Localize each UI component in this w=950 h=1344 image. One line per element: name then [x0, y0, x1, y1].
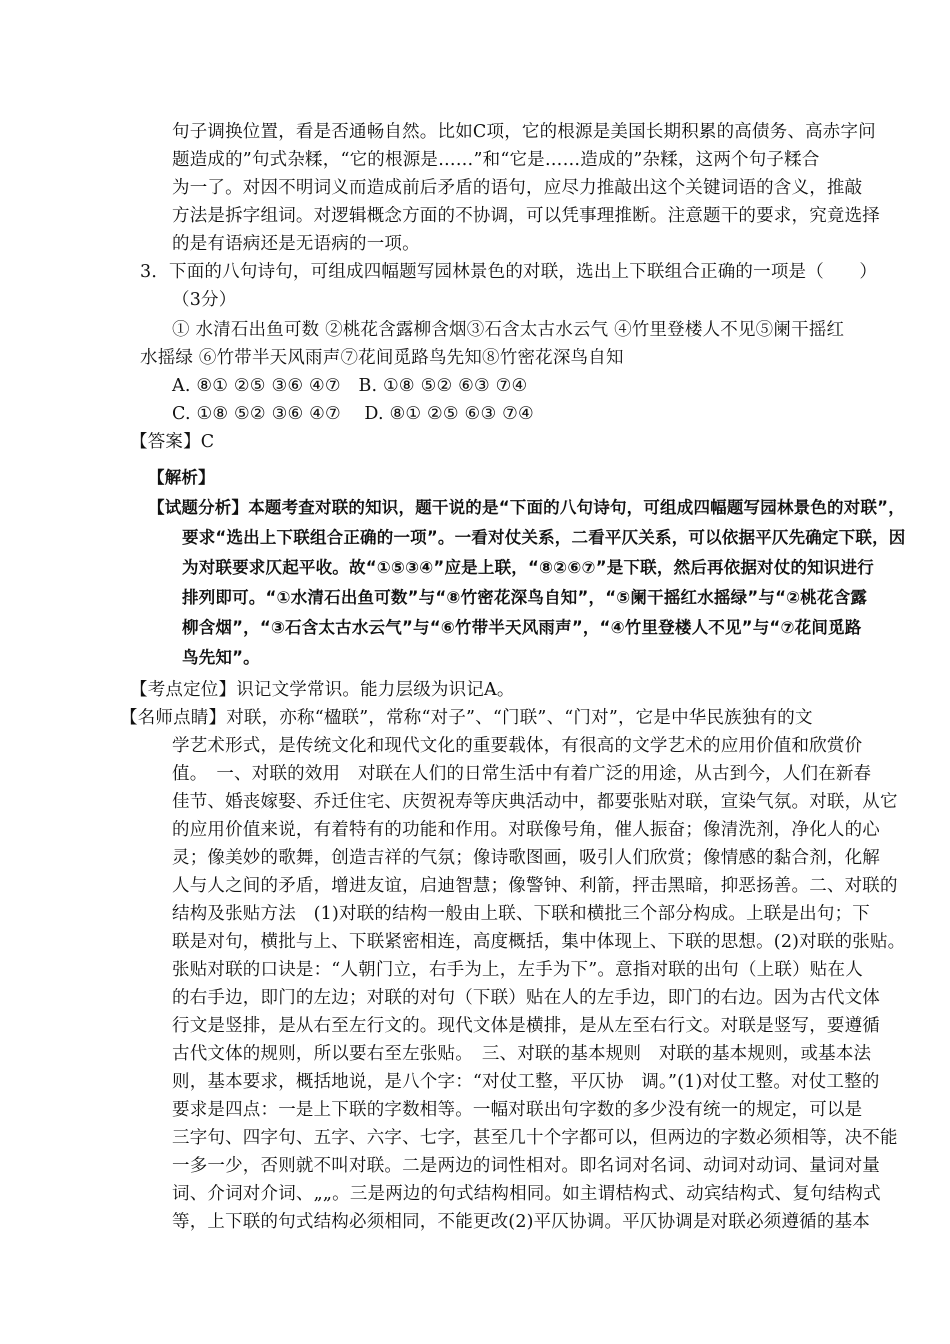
mingshi-line-9: 张贴对联的口诀是：“人朝门立，右手为上，左手为下”。意指对联的出句（上联）贴在人	[172, 960, 863, 980]
mingshi-line-18: 等，上下联的句式结构必须相同，不能更改(2)平仄协调。平仄协调是对联必须遵循的基本	[172, 1212, 870, 1232]
mingshi-line-13: 则，基本要求，概括地说，是八个字：“对仗工整，平仄协 调。”(1)对仗工整。对仗工整的	[172, 1072, 880, 1092]
mingshi-line-8: 联是对句，横批与上、下联紧密相连，高度概括，集中体现上、下联的思想。(2)对联的张贴。	[172, 932, 906, 952]
analysis-line-3: 为对联要求仄起平收。故“①⑤③④”应是上联，“⑧②⑥⑦”是下联，然后再依据对仗的知识进行	[182, 558, 874, 577]
question-stem: 3．下面的八句诗句，可组成四幅题写园林景色的对联，选出上下联组合正确的一项是（ ）	[140, 262, 878, 282]
analysis-heading: 【解析】	[148, 468, 215, 487]
options-line-2: C. ①⑧ ⑤② ③⑥ ④⑦ D. ⑧① ②⑤ ⑥③ ⑦④	[172, 404, 534, 424]
options-line-1: A. ⑧① ②⑤ ③⑥ ④⑦ B. ①⑧ ⑤② ⑥③ ⑦④	[172, 376, 528, 396]
mingshi-line-6: 人与人之间的矛盾，增进友谊，启迪智慧；像警钟、利箭，抨击黑暗，抑恶扬善。二、对联的	[172, 876, 898, 896]
kaodian: 【考点定位】识记文学常识。能力层级为识记A。	[130, 680, 515, 700]
mingshi-line-7: 结构及张贴方法 (1)对联的结构一般由上联、下联和横批三个部分构成。上联是出句；下	[172, 904, 870, 924]
mingshi-line-10: 的右手边，即门的左边；对联的对句（下联）贴在人的左手边，即门的右边。因为古代文体	[172, 988, 880, 1008]
mingshi-line-16: 一多一少，否则就不叫对联。二是两边的词性相对。即名词对名词、动词对动词、量词对量	[172, 1156, 880, 1176]
intro-line-1: 句子调换位置，看是否通畅自然。比如C项，它的根源是美国长期积累的高债务、高赤字问	[172, 122, 876, 142]
analysis-line-2: 要求“选出上下联组合正确的一项”。一看对仗关系，二看平仄关系，可以依据平仄先确定下联，因	[182, 528, 906, 547]
intro-line-2: 题造成的”句式杂糅，“它的根源是……”和“它是……造成的”杂糅，这两个句子糅合	[172, 150, 820, 170]
mingshi-line-1: 学艺术形式，是传统文化和现代文化的重要载体，有很高的文学艺术的应用价值和欣赏价	[172, 736, 863, 756]
analysis-line-6: 鸟先知”。	[182, 648, 260, 667]
answer: 【答案】C	[130, 432, 215, 452]
question-points: （3分）	[172, 290, 237, 310]
analysis-line-5: 柳含烟”，“③石含太古水云气”与“⑥竹带半天风雨声”，“④竹里登楼人不见”与“⑦花间觅路	[182, 618, 862, 637]
mingshi-line-17: 词、介词对介词、„„。三是两边的句式结构相同。如主谓桔构式、动宾结构式、复句结构式	[172, 1184, 881, 1204]
mingshi-line-3: 佳节、婚丧嫁娶、乔迁住宅、庆贺祝寿等庆典活动中，都要张贴对联，宣染气氛。对联，从它	[172, 792, 898, 812]
mingshi-line-2: 值。 一、对联的效用 对联在人们的日常生活中有着广泛的用途，从古到今，人们在新春	[172, 764, 872, 784]
poems-line-2: 水摇绿 ⑥竹带半天风雨声⑦花间觅路鸟先知⑧竹密花深鸟自知	[140, 348, 624, 368]
analysis-line-1: 【试题分析】本题考查对联的知识，题干说的是“下面的八句诗句，可组成四幅题写园林景色的对联”，	[148, 498, 905, 517]
intro-line-3: 为一了。对因不明词义而造成前后矛盾的语句，应尽力推敲出这个关键词语的含义，推敲	[172, 178, 863, 198]
mingshi-line-5: 灵；像美妙的歌舞，创造吉祥的气氛；像诗歌图画，吸引人们欣赏；像情感的黏合剂，化解	[172, 848, 880, 868]
mingshi-first-line: 【名师点睛】对联，亦称“楹联”，常称“对子”、“门联”、“门对”，它是中华民族独有的文	[120, 708, 813, 728]
mingshi-line-4: 的应用价值来说，有着特有的功能和作用。对联像号角，催人振奋；像清洗剂，净化人的心	[172, 820, 880, 840]
intro-line-5: 的是有语病还是无语病的一项。	[172, 234, 420, 254]
mingshi-line-11: 行文是竖排，是从右至左行文的。现代文体是横排，是从左至右行文。对联是竖写，要遵循	[172, 1016, 880, 1036]
mingshi-line-14: 要求是四点：一是上下联的字数相等。一幅对联出句字数的多少没有统一的规定，可以是	[172, 1100, 863, 1120]
intro-line-4: 方法是拆字组词。对逻辑概念方面的不协调，可以凭事理推断。注意题干的要求，究竟选择	[172, 206, 880, 226]
mingshi-line-15: 三字句、四字句、五字、六字、七字，甚至几十个字都可以，但两边的字数必须相等，决不能	[172, 1128, 898, 1148]
mingshi-line-12: 古代文体的规则，所以要右至左张贴。 三、对联的基本规则 对联的基本规则，或基本法	[172, 1044, 872, 1064]
poems-line-1: ① 水清石出鱼可数 ②桃花含露柳含烟③石含太古水云气 ④竹里登楼人不见⑤阑干摇红	[172, 320, 845, 340]
analysis-line-4: 排列即可。“①水清石出鱼可数”与“⑧竹密花深鸟自知”，“⑤阑干摇红水摇绿”与“②桃花含露	[182, 588, 868, 607]
